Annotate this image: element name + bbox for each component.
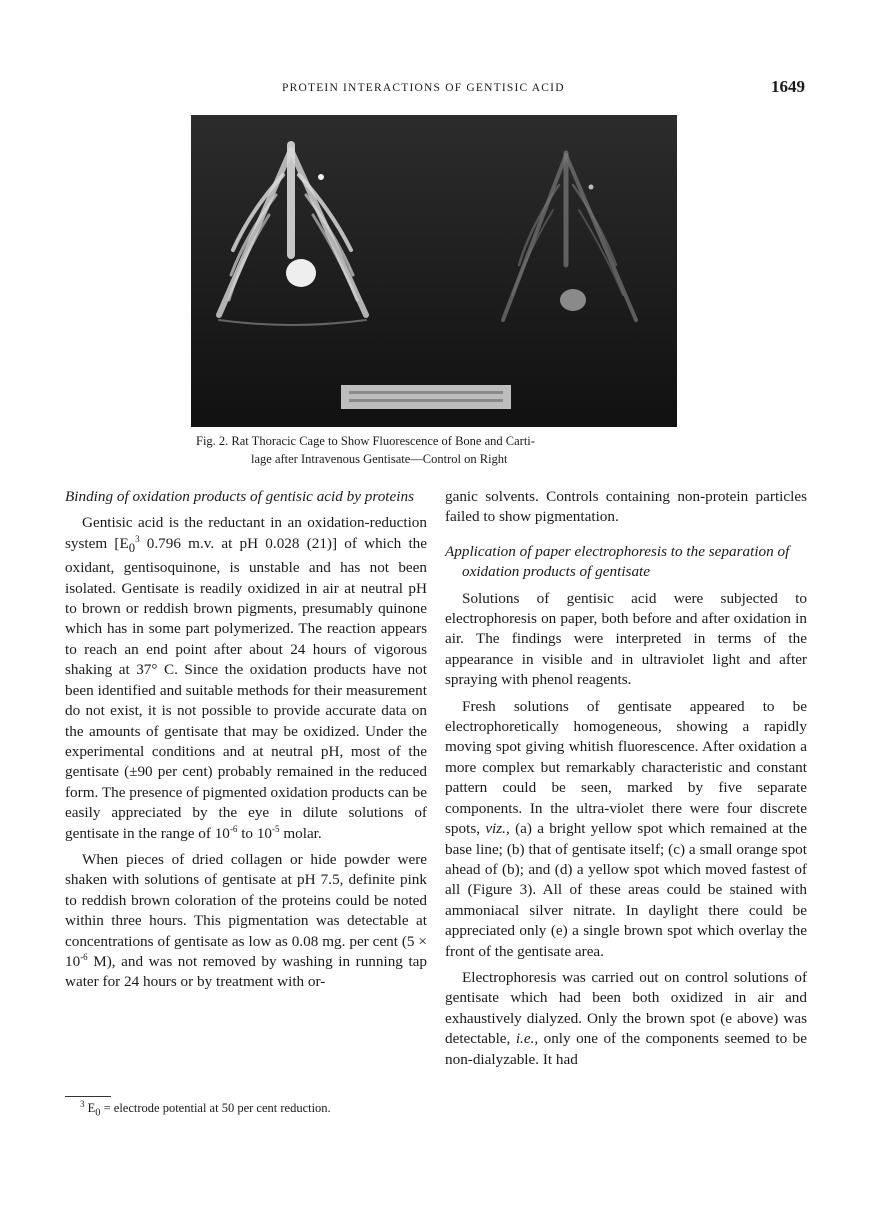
figure-caption-line2: lage after Intravenous Gentisate—Control on Right: [251, 452, 508, 466]
running-head: PROTEIN INTERACTIONS OF GENTISIC ACID: [282, 82, 565, 94]
figure-caption: [196, 432, 696, 468]
footnote: $^3$ $E_0$ = electrode potential at 50 per cent reduction.: [80, 1098, 331, 1119]
right-column: [445, 487, 807, 1070]
left-column: [65, 487, 427, 993]
paragraph-continued: ganic solvents. Controls containing non-protein particles failed to show pigmentation.: [445, 488, 807, 526]
paragraph: Fresh solutions of gentisate appeared to be electrophoretically homogeneous, showing a rapidly moving spot giving whitish fluorescence. After oxidation a more complex but remarkably characteristic and constant pattern could be seen, marked by five separate components. In the ultra-violet there were four discrete spots, viz., (a) a bright yellow spot which remained at the base line; (b) that of gentisate itself; (c) a small orange spot ahead of (b); and (d) a yellow spot which moved fastest of all (Figure 3). All of these areas could be stained with ammoniacal silver nitrate. In daylight there could be appreciated only (e) a single brown spot which overlay the front of the gentisate area.: [445, 697, 807, 960]
paragraph: Solutions of gentisic acid were subjected to electrophoresis on paper, both before and after oxidation in air. The findings were interpreted in terms of the appearance in visible and in ultraviolet light and after spraying with phenol reagents.: [445, 589, 807, 689]
page-number: 1649: [771, 77, 805, 96]
scale-label: [341, 385, 511, 409]
paragraph: Electrophoresis was carried out on control solutions of gentisate which had been both oxidized in air and exhaustively dialyzed. Only the brown spot (e above) was detectable, i.e., only one of the components seemed to be non-dialyzable. It had: [445, 968, 807, 1068]
figure-photo: [191, 115, 677, 427]
section-heading-electrophoresis: Application of paper electrophoresis to the separation of oxidation products of gentisate: [445, 542, 790, 581]
figure-caption-line1: Fig. 2. Rat Thoracic Cage to Show Fluorescence of Bone and Carti-: [196, 434, 535, 448]
paragraph: Gentisic acid is the reductant in an oxidation-reduction system [$E_0^3$ 0.796 m.v. at pH 0.028 (21)] of which the oxidant, gentisoquinone, is unstable and has not been isolated. Gentisate is readily oxidized in air at neutral pH to brown or reddish brown pigments, presumably quinone which has in some part polymerized. The reaction appears to reach an end point after about 24 hours of vigorous shaking at 37° C. Since the oxidation products have not been identified and suitable methods for their measurement do not exist, it is not possible to provide accurate data on the amounts of gentisate that may be oxidized. Under the experimental conditions and at neutral pH, most of the gentisate (±90 per cent) probably remained in the reduced form. The presence of pigmented oxidation products can be easily appreciated by the eye in dilute solutions of gentisate in the range of $10^{-6}$ to $10^{-5}$ molar.: [65, 514, 427, 842]
footnote-rule: [65, 1096, 111, 1097]
section-heading-binding: Binding of oxidation products of gentisic acid by proteins: [65, 488, 414, 505]
paragraph: When pieces of dried collagen or hide powder were shaken with solutions of gentisate at pH 7.5, definite pink to reddish brown coloration of the proteins could be noted within three hours. This pigmentation was detectable at concentrations of gentisate as low as 0.08 mg. per cent ($5 \times 10^{-6}$ M), and was not removed by washing in running tap water for 24 hours or by treatment with or-: [65, 850, 427, 991]
